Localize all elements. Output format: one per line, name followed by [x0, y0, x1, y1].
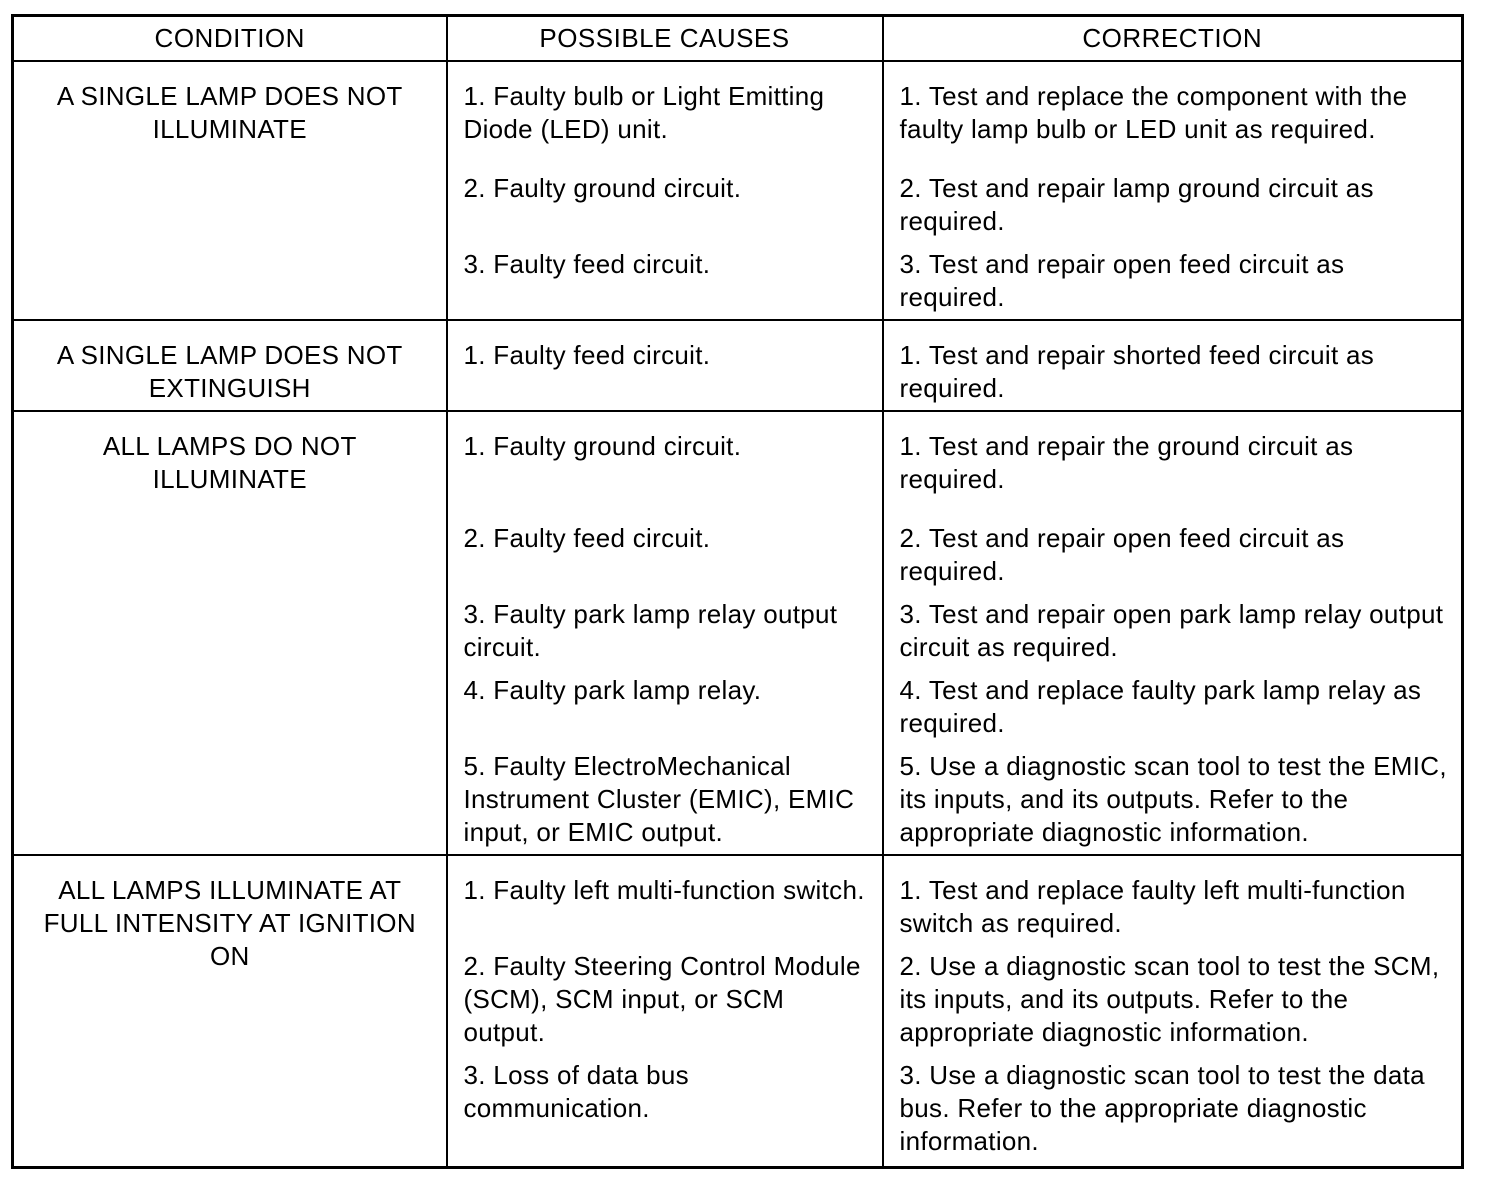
- cause-item: 3. Faulty park lamp relay output circuit.: [463, 598, 838, 662]
- cause-item: 2. Faulty feed circuit.: [463, 522, 711, 553]
- cause-item: 1. Faulty bulb or Light Emitting Diode (LED) unit.: [463, 80, 825, 144]
- causes-cell: [447, 855, 883, 1168]
- cause-item: 3. Faulty feed circuit.: [463, 248, 711, 279]
- condition-cell: A SINGLE LAMP DOES NOT EXTINGUISH: [13, 320, 447, 411]
- correction-item: 1. Test and repair the ground circuit as required.: [899, 430, 1354, 494]
- table-row: [13, 855, 1463, 1168]
- table-row: [13, 320, 1463, 411]
- header-row: [13, 16, 1463, 61]
- causes-cell: [447, 320, 883, 411]
- correction-item: 1. Test and replace the component with the faulty lamp bulb or LED unit as required.: [899, 80, 1408, 144]
- corrections-cell: [883, 411, 1463, 855]
- cause-item: 5. Faulty ElectroMechanical Instrument Cluster (EMIC), EMIC input, or EMIC output.: [463, 750, 855, 847]
- correction-item: 1. Test and replace faulty left multi-function switch as required.: [899, 874, 1406, 938]
- correction-item: 3. Test and repair open park lamp relay output circuit as required.: [899, 598, 1444, 662]
- diagnosis-table: [11, 14, 1464, 1169]
- correction-item: 3. Test and repair open feed circuit as required.: [899, 248, 1345, 312]
- corrections-cell: [883, 855, 1463, 1168]
- corrections-cell: [883, 320, 1463, 411]
- correction-item: 2. Test and repair open feed circuit as required.: [899, 522, 1345, 586]
- cause-item: 2. Faulty Steering Control Module (SCM), SCM input, or SCM output.: [463, 950, 861, 1047]
- corrections-cell: [883, 61, 1463, 320]
- correction-item: 5. Use a diagnostic scan tool to test the EMIC, its inputs, and its outputs. Refer to the appropriate diagnostic information.: [899, 750, 1447, 847]
- header-possible-causes: POSSIBLE CAUSES: [447, 16, 883, 61]
- cause-item: 2. Faulty ground circuit.: [463, 172, 742, 203]
- table-row: [13, 61, 1463, 320]
- cause-item: 3. Loss of data bus communication.: [463, 1059, 689, 1123]
- table-row: [13, 411, 1463, 855]
- cause-item: 1. Faulty ground circuit.: [463, 430, 742, 461]
- cause-item: 1. Faulty left multi-function switch.: [463, 874, 865, 905]
- cause-item: 4. Faulty park lamp relay.: [463, 674, 762, 705]
- correction-item: 4. Test and replace faulty park lamp relay as required.: [899, 674, 1422, 738]
- header-condition: CONDITION: [13, 16, 447, 61]
- condition-cell: ALL LAMPS ILLUMINATE AT FULL INTENSITY AT IGNITION ON: [13, 855, 447, 1168]
- condition-cell: A SINGLE LAMP DOES NOT ILLUMINATE: [13, 61, 447, 320]
- correction-item: 1. Test and repair shorted feed circuit as required.: [899, 339, 1375, 403]
- correction-item: 2. Use a diagnostic scan tool to test the SCM, its inputs, and its outputs. Refer to the appropriate diagnostic information.: [899, 950, 1440, 1047]
- cause-item: 1. Faulty feed circuit.: [463, 339, 711, 370]
- correction-item: 3. Use a diagnostic scan tool to test the data bus. Refer to the appropriate diagnostic information.: [899, 1059, 1425, 1156]
- causes-cell: [447, 411, 883, 855]
- header-correction: CORRECTION: [883, 16, 1463, 61]
- correction-item: 2. Test and repair lamp ground circuit as required.: [899, 172, 1374, 236]
- causes-cell: [447, 61, 883, 320]
- condition-cell: ALL LAMPS DO NOT ILLUMINATE: [13, 411, 447, 855]
